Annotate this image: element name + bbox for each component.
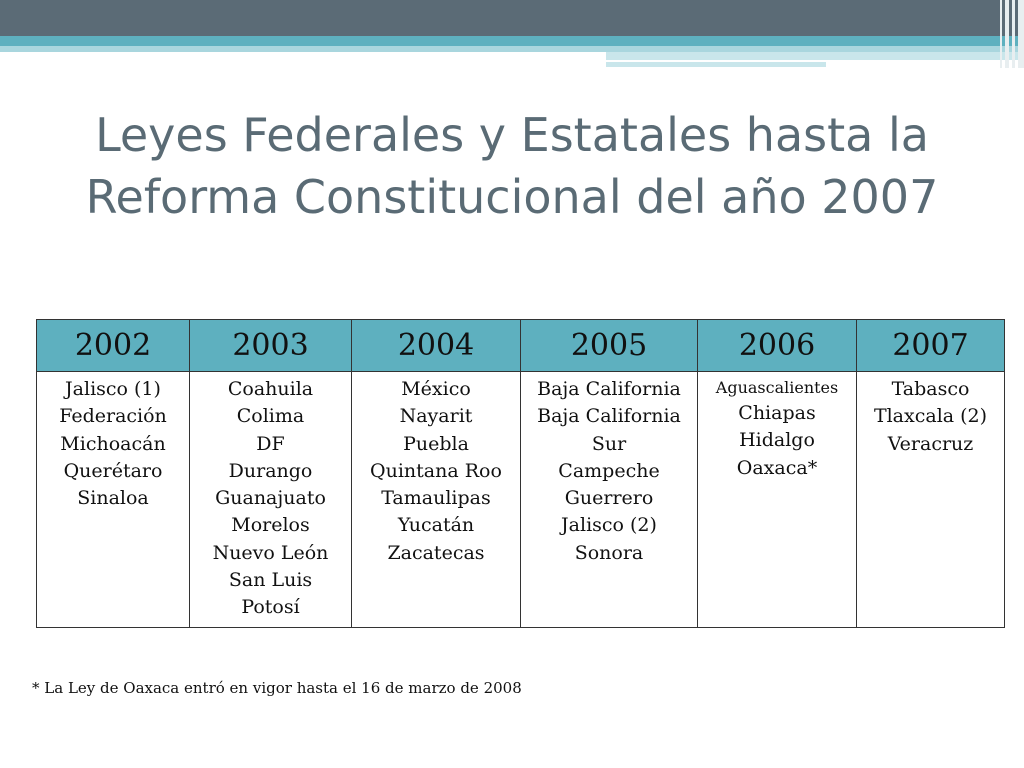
table-header-row [37,320,1005,372]
state-entry: Sur [591,432,627,455]
state-entry: Tabasco [891,378,970,400]
state-entry: Guanajuato [215,487,326,510]
state-entry: Tamaulipas [381,487,491,510]
state-entry: Durango [228,459,313,482]
year-header: 2003 [190,320,352,372]
state-entry: Aguascalientes [715,378,839,397]
footnote: * La Ley de Oaxaca entró en vigor hasta el 16 de marzo de 2008 [32,679,522,697]
year-header: 2004 [352,320,521,372]
state-entry: México [401,378,471,400]
state-entry: Morelos [231,514,310,537]
year-cell-2006 [698,372,857,628]
state-entry: Puebla [403,432,469,455]
year-cell-2005 [521,372,698,628]
state-entry: Jalisco (1) [65,378,161,400]
year-header: 2006 [698,320,857,372]
state-entry: Sonora [574,541,644,564]
state-entry: Tlaxcala (2) [873,405,988,428]
year-header: 2007 [857,320,1005,372]
state-entry: Campeche [558,459,660,482]
state-entry: Nayarit [399,405,473,428]
state-entry: Quintana Roo [370,459,502,482]
state-entry: Baja California [537,378,681,400]
year-cell-2002 [37,372,190,628]
state-entry: Yucatán [397,514,475,537]
state-entry: DF [256,432,285,455]
header-bar-accent [606,52,1024,60]
state-entry: Oaxaca* [736,456,818,479]
state-entry: Sinaloa [77,487,149,510]
year-cell-2003 [190,372,352,628]
state-entry: Baja California [537,405,681,428]
state-entry: Veracruz [887,432,974,455]
state-entry: Potosí [241,596,300,619]
header-bar-line [0,52,606,54]
year-cell-2004 [352,372,521,628]
state-entry: Federación [59,405,167,428]
slide-title-line2: Reforma Constitucional del año 2007 [85,170,939,224]
header-bar-teal [0,36,1024,46]
header-vertical-stripes [992,0,1024,68]
year-header: 2002 [37,320,190,372]
state-entry: Jalisco (2) [561,514,657,537]
header-bar-dark [0,0,1024,36]
state-entry: Hidalgo [739,429,815,452]
laws-table [36,319,1005,628]
year-header: 2005 [521,320,698,372]
state-entry: Querétaro [63,459,163,482]
table-row [37,372,1005,628]
header-bar-accent-short [606,62,826,67]
state-entry: Nuevo León [212,541,329,564]
state-entry: San Luis [228,569,313,592]
slide-title-line1: Leyes Federales y Estatales hasta la [95,108,929,162]
state-entry: Michoacán [60,432,166,455]
state-entry: Guerrero [564,487,654,510]
slide-title [40,104,984,228]
state-entry: Chiapas [738,402,816,424]
state-entry: Colima [236,405,305,428]
state-entry: Coahuila [227,378,314,400]
state-entry: Zacatecas [387,541,485,564]
year-cell-2007 [857,372,1005,628]
